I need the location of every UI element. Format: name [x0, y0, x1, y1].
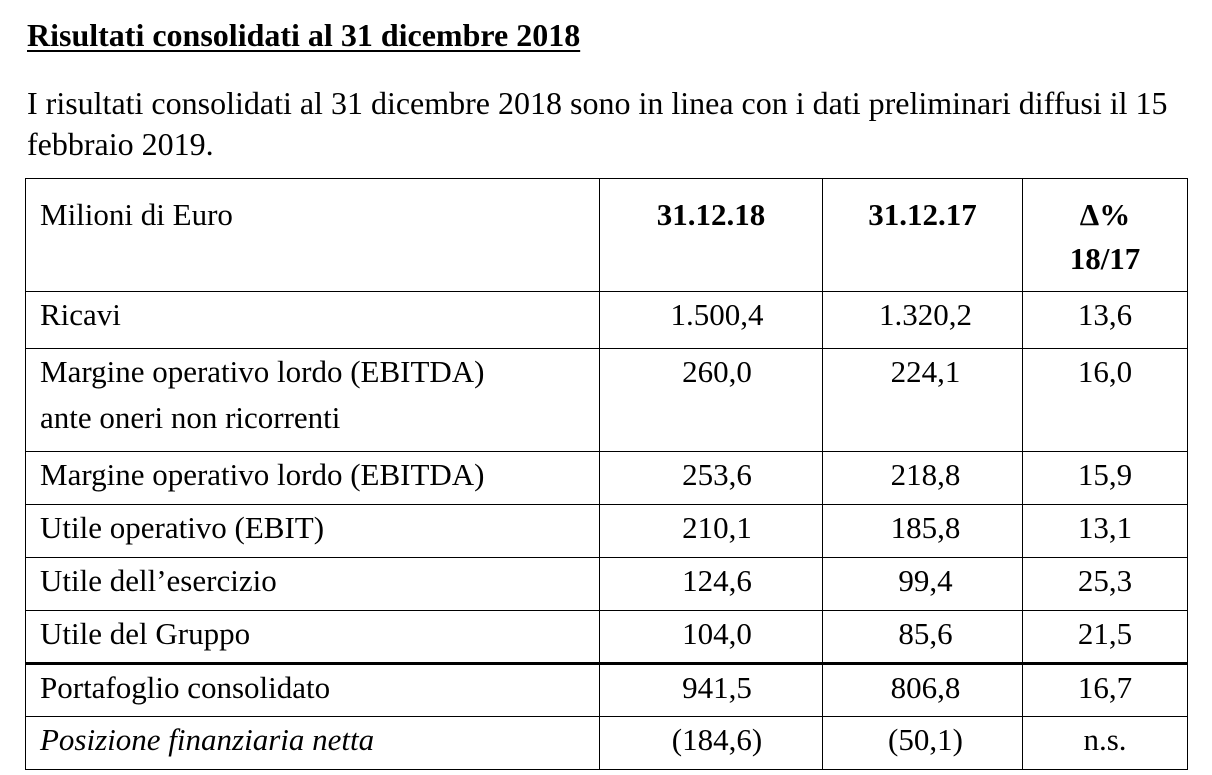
header-delta — [1023, 179, 1188, 292]
value-2018: (184,6) — [600, 717, 823, 770]
row-label — [26, 349, 600, 452]
table-header-row — [26, 179, 1188, 292]
header-2017: 31.12.17 — [823, 179, 1023, 292]
row-label: Posizione finanziaria netta — [26, 717, 600, 770]
value-2018: 210,1 — [600, 505, 823, 558]
table-row-posizione-finanziaria — [26, 717, 1188, 770]
row-label: Utile del Gruppo — [26, 611, 600, 664]
value-2017: 224,1 — [823, 349, 1023, 452]
value-delta: 16,0 — [1023, 349, 1188, 452]
value-2017: 99,4 — [823, 558, 1023, 611]
row-label: Margine operativo lordo (EBITDA) — [26, 452, 600, 505]
value-delta: n.s. — [1023, 717, 1188, 770]
value-2017: 185,8 — [823, 505, 1023, 558]
row-label: Ricavi — [26, 292, 600, 349]
results-table — [25, 178, 1188, 770]
intro-paragraph: I risultati consolidati al 31 dicembre 2018 sono in linea con i dati preliminari diffusi il 15 febbraio 2019. — [27, 85, 1168, 162]
value-2018: 941,5 — [600, 664, 823, 717]
value-2018: 1.500,4 — [600, 292, 823, 349]
header-delta-line2: 18/17 — [1069, 241, 1141, 276]
table-row-utile-gruppo — [26, 611, 1188, 664]
header-delta-line1: Δ% — [1079, 197, 1131, 232]
table-row-ebitda-ante — [26, 349, 1188, 452]
row-label: Utile dell’esercizio — [26, 558, 600, 611]
table-row-ebitda — [26, 452, 1188, 505]
value-delta: 15,9 — [1023, 452, 1188, 505]
row-label-line2: ante oneri non ricorrenti — [40, 400, 341, 435]
header-2018: 31.12.18 — [600, 179, 823, 292]
document-title: Risultati consolidati al 31 dicembre 2018 — [27, 17, 581, 53]
value-2018: 253,6 — [600, 452, 823, 505]
table-row-ricavi — [26, 292, 1188, 349]
table-row-portafoglio — [26, 664, 1188, 717]
value-2017: 1.320,2 — [823, 292, 1023, 349]
value-2018: 124,6 — [600, 558, 823, 611]
value-delta: 25,3 — [1023, 558, 1188, 611]
header-label: Milioni di Euro — [26, 179, 600, 292]
table-row-utile-esercizio — [26, 558, 1188, 611]
table-row-ebit — [26, 505, 1188, 558]
row-label: Portafoglio consolidato — [26, 664, 600, 717]
value-2017: 806,8 — [823, 664, 1023, 717]
value-delta: 13,6 — [1023, 292, 1188, 349]
row-label: Utile operativo (EBIT) — [26, 505, 600, 558]
value-2017: 85,6 — [823, 611, 1023, 664]
value-2018: 104,0 — [600, 611, 823, 664]
value-2018: 260,0 — [600, 349, 823, 452]
value-delta: 13,1 — [1023, 505, 1188, 558]
value-delta: 16,7 — [1023, 664, 1188, 717]
value-delta: 21,5 — [1023, 611, 1188, 664]
value-2017: (50,1) — [823, 717, 1023, 770]
value-2017: 218,8 — [823, 452, 1023, 505]
row-label-line1: Margine operativo lordo (EBITDA) — [40, 354, 485, 389]
